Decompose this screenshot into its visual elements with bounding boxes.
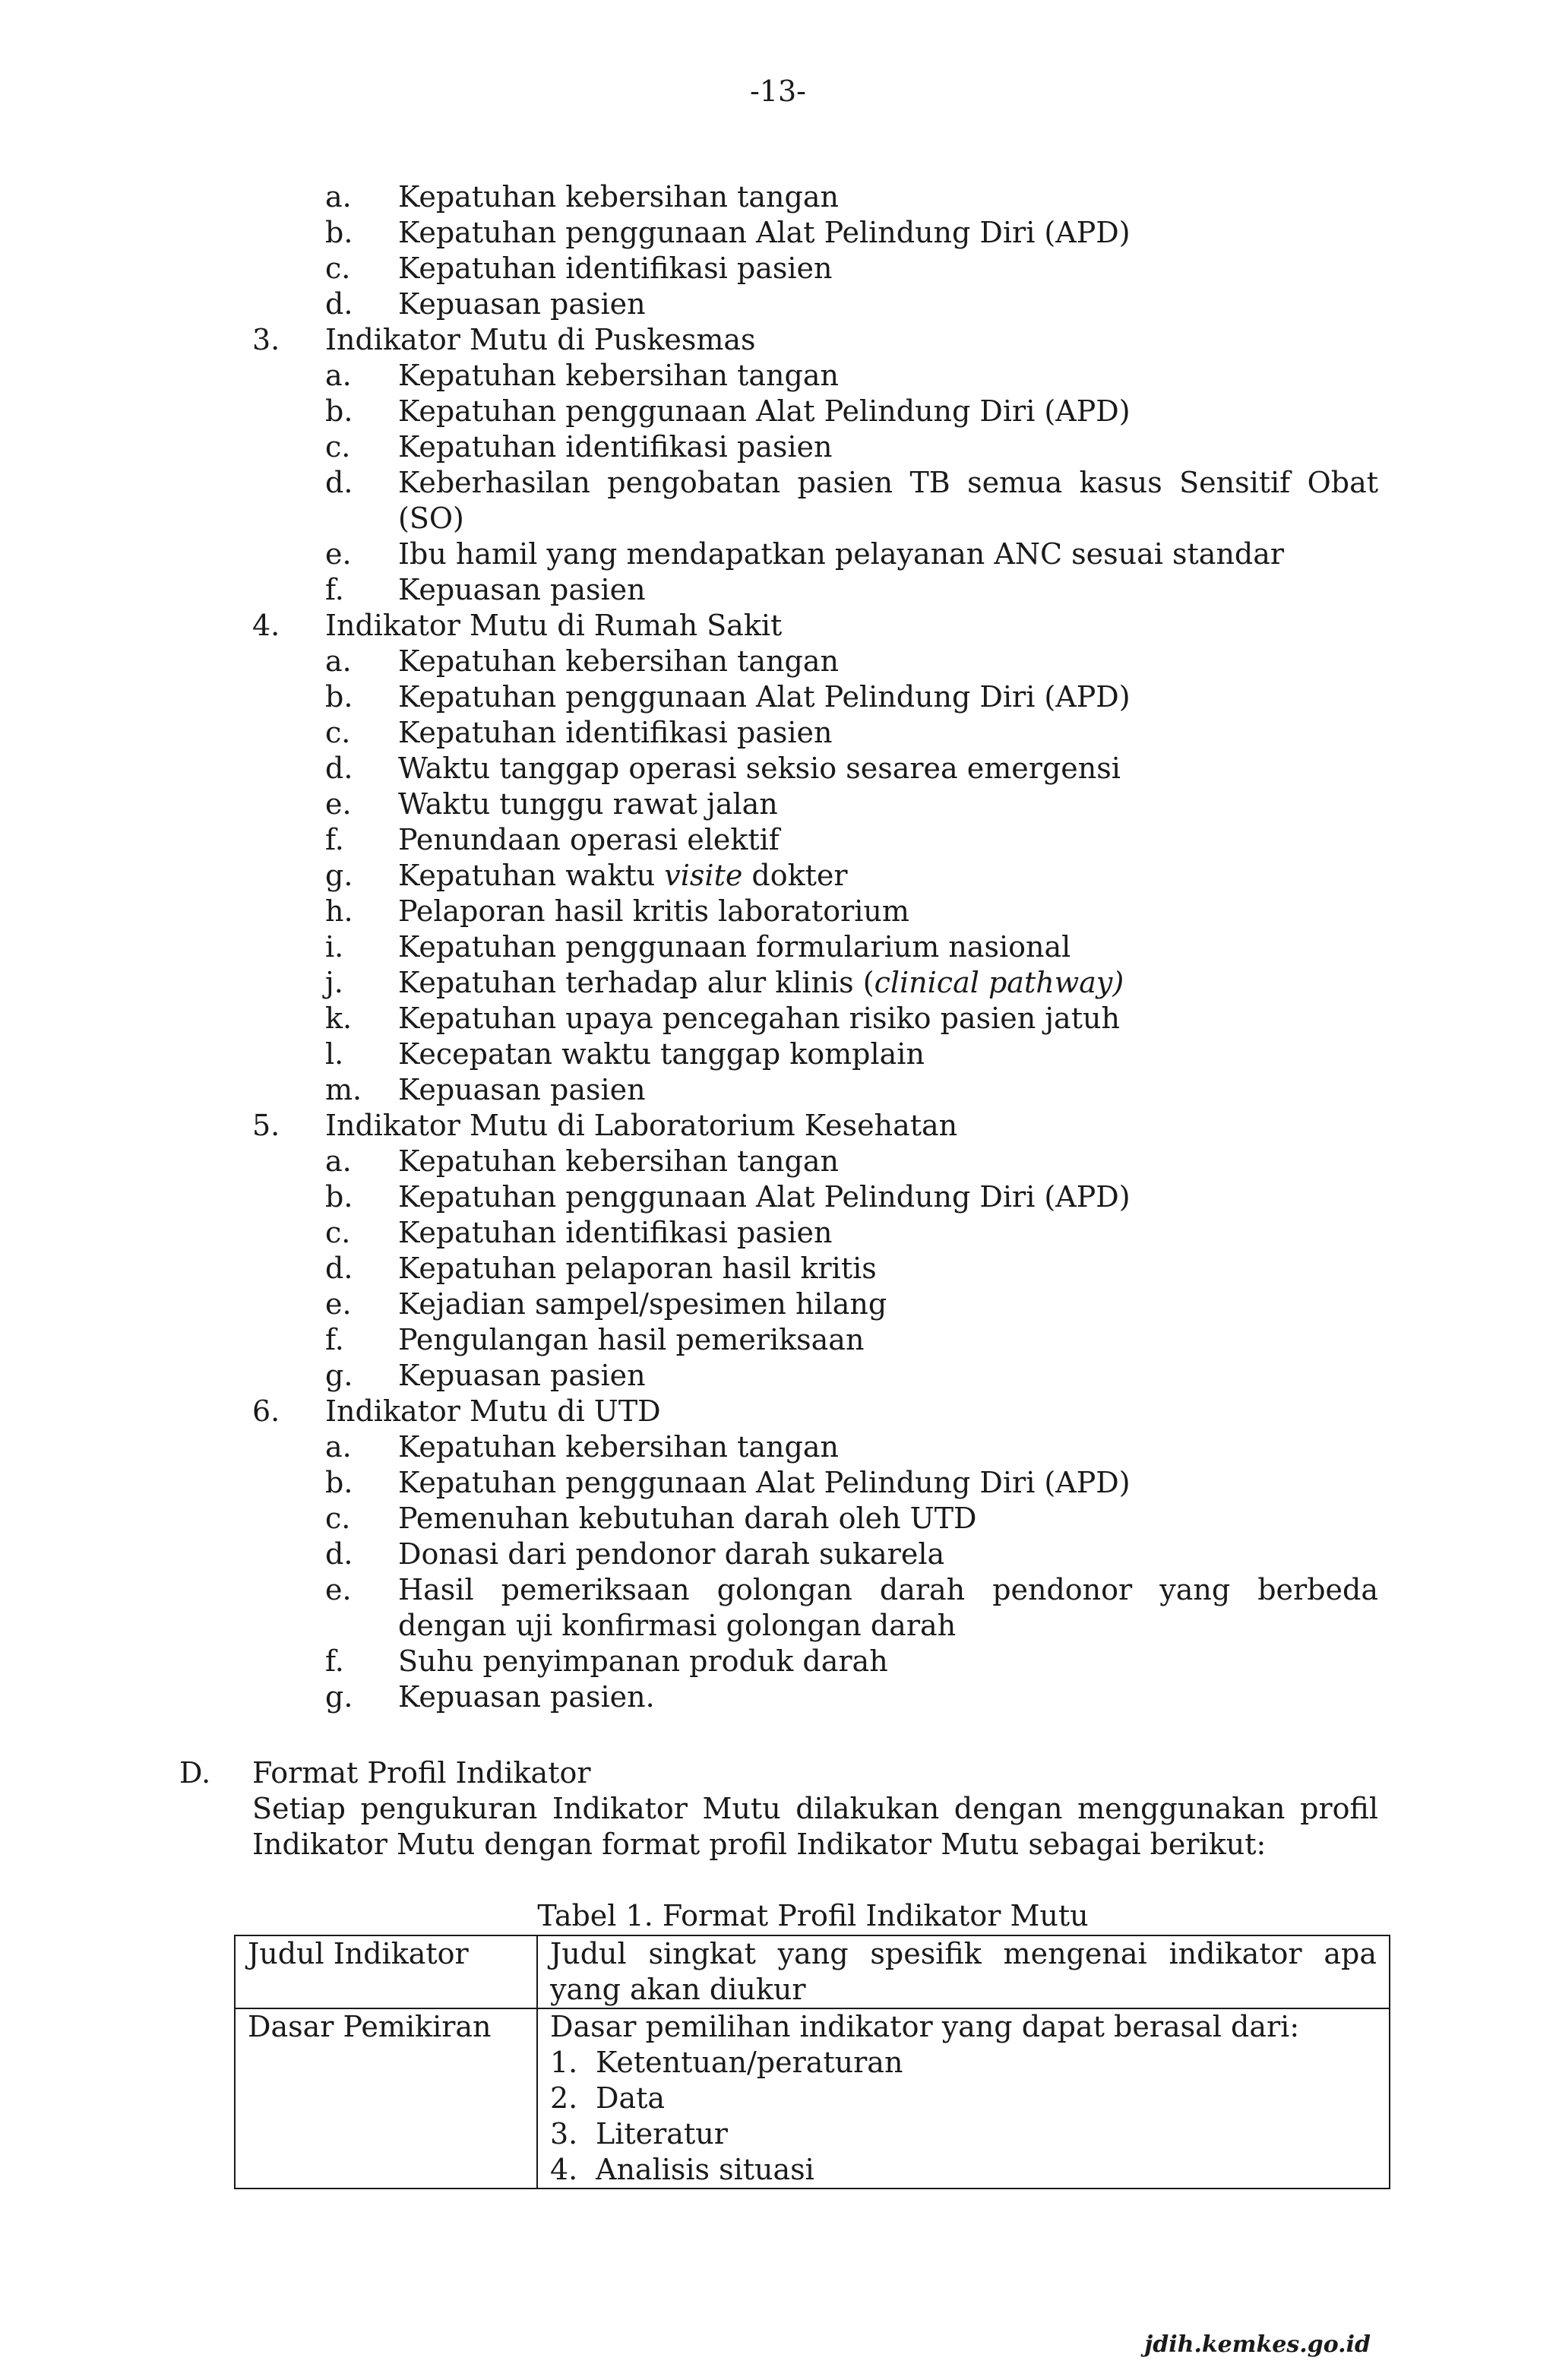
item-number: 4.: [550, 2153, 578, 2186]
item-text: Kepatuhan penggunaan Alat Pelindung Diri (APD): [398, 680, 1131, 714]
item-text: Pelaporan hasil kritis laboratorium: [398, 894, 909, 928]
item-text: Hasil pemeriksaan golongan darah pendonor yang berbeda: [398, 1573, 1378, 1606]
text-segment: Kepatuhan terhadap alur klinis (: [398, 966, 874, 999]
item-label: c.: [325, 716, 351, 749]
item-text: Kecepatan waktu tanggap komplain: [398, 1037, 925, 1071]
numbered-item: [550, 2116, 1377, 2152]
item-number: 2.: [550, 2081, 578, 2115]
item-text: Data: [596, 2081, 666, 2115]
item-text-continued: dengan uji konfirmasi golongan darah: [398, 1609, 957, 1642]
item-label: i.: [325, 930, 344, 964]
item-label: e.: [325, 1573, 352, 1606]
item-text: Kepatuhan penggunaan Alat Pelindung Diri (APD): [398, 216, 1131, 249]
section-number: 6.: [252, 1394, 280, 1428]
item-label: f.: [325, 823, 344, 856]
item-text: Kepatuhan kebersihan tangan: [398, 1144, 839, 1178]
item-label: b.: [325, 216, 353, 249]
row-label-cell: Dasar Pemikiran: [235, 2008, 537, 2189]
item-label: d.: [325, 466, 353, 499]
item-text: Kepatuhan penggunaan Alat Pelindung Diri (APD): [398, 1466, 1131, 1499]
section-title: Indikator Mutu di Puskesmas: [325, 323, 756, 356]
item-label: a.: [325, 1430, 352, 1464]
paragraph-line: Indikator Mutu dengan format profil Indikator Mutu sebagai berikut:: [252, 1828, 1267, 1861]
item-text: Kepatuhan identifikasi pasien: [398, 430, 833, 464]
item-text-continued: (SO): [398, 502, 464, 535]
item-label: f.: [325, 573, 344, 606]
item-text: Kepatuhan identifikasi pasien: [398, 1216, 833, 1249]
section-title: Indikator Mutu di UTD: [325, 1394, 661, 1428]
item-number: 1.: [550, 2046, 578, 2079]
item-text: Kepatuhan kebersihan tangan: [398, 1430, 839, 1464]
item-text: Kepuasan pasien: [398, 1359, 646, 1392]
item-text: [398, 965, 1124, 1001]
table-caption: Tabel 1. Format Profil Indikator Mutu: [537, 1899, 1089, 1932]
item-text: Kepatuhan penggunaan formularium nasional: [398, 930, 1071, 964]
item-label: h.: [325, 894, 353, 928]
item-text: Penundaan operasi elektif: [398, 823, 780, 856]
section-number: 4.: [252, 609, 280, 642]
text-segment: dokter: [742, 859, 848, 892]
item-label: g.: [325, 1680, 353, 1714]
item-label: b.: [325, 1466, 353, 1499]
item-text: Analisis situasi: [596, 2153, 814, 2186]
section-title: Format Profil Indikator: [252, 1756, 591, 1790]
item-text: Pengulangan hasil pemeriksaan: [398, 1323, 865, 1356]
item-label: e.: [325, 1287, 352, 1321]
item-label: k.: [325, 1002, 353, 1035]
item-text: Kepatuhan penggunaan Alat Pelindung Diri (APD): [398, 394, 1131, 428]
numbered-item: [550, 2045, 1377, 2081]
item-text: Ketentuan/peraturan: [596, 2046, 903, 2079]
item-text: Donasi dari pendonor darah sukarela: [398, 1537, 945, 1571]
item-text: Kepatuhan identifikasi pasien: [398, 252, 833, 285]
item-text: Pemenuhan kebutuhan darah oleh UTD: [398, 1502, 977, 1535]
item-text: Keberhasilan pengobatan pasien TB semua kasus Sensitif Obat: [398, 466, 1378, 499]
item-label: f.: [325, 1644, 344, 1678]
cell-intro: Dasar pemilihan indikator yang dapat berasal dari:: [550, 2010, 1300, 2043]
item-text: Waktu tunggu rawat jalan: [398, 787, 778, 821]
item-text: Kepatuhan kebersihan tangan: [398, 644, 839, 678]
section-letter: D.: [179, 1756, 211, 1790]
item-label: d.: [325, 287, 353, 321]
item-label: b.: [325, 1180, 353, 1214]
item-label: e.: [325, 787, 352, 821]
footer-source: jdih.kemkes.go.id: [1144, 2331, 1371, 2358]
item-label: c.: [325, 1502, 351, 1535]
numbered-item: [550, 2152, 1377, 2188]
item-text: Kepuasan pasien: [398, 573, 646, 606]
item-text: Suhu penyimpanan produk darah: [398, 1644, 888, 1678]
section-title: Indikator Mutu di Laboratorium Kesehatan: [325, 1109, 958, 1142]
item-text: Kepatuhan pelaporan hasil kritis: [398, 1252, 877, 1285]
item-text: Kejadian sampel/spesimen hilang: [398, 1287, 887, 1321]
item-number: 3.: [550, 2117, 578, 2151]
item-label: a.: [325, 644, 352, 678]
item-text: Kepatuhan identifikasi pasien: [398, 716, 833, 749]
item-label: g.: [325, 1359, 353, 1392]
item-label: l.: [325, 1037, 344, 1071]
item-label: d.: [325, 1537, 353, 1571]
item-label: d.: [325, 752, 353, 785]
item-label: c.: [325, 1216, 351, 1249]
section-number: 3.: [252, 323, 280, 356]
item-text: Kepatuhan kebersihan tangan: [398, 359, 839, 392]
table-row: [235, 2008, 1390, 2189]
item-label: a.: [325, 359, 352, 392]
item-label: b.: [325, 394, 353, 428]
profile-table: [234, 1935, 1390, 2189]
item-label: c.: [325, 430, 351, 464]
item-text: Kepuasan pasien: [398, 1073, 646, 1106]
item-label: g.: [325, 859, 353, 892]
item-label: a.: [325, 1144, 352, 1178]
item-label: e.: [325, 537, 352, 571]
paragraph-line: Setiap pengukuran Indikator Mutu dilakukan dengan menggunakan profil: [252, 1792, 1378, 1825]
item-label: m.: [325, 1073, 362, 1106]
text-segment: Kepatuhan waktu: [398, 859, 665, 892]
item-text: [398, 858, 848, 894]
item-text: Kepuasan pasien: [398, 287, 646, 321]
item-label: j.: [325, 966, 343, 999]
item-label: a.: [325, 180, 352, 214]
item-text: Waktu tanggap operasi seksio sesarea emergensi: [398, 752, 1121, 785]
row-label-cell: Judul Indikator: [235, 1935, 537, 2008]
item-label: d.: [325, 1252, 353, 1285]
item-text: Kepatuhan penggunaan Alat Pelindung Diri (APD): [398, 1180, 1131, 1214]
item-label: b.: [325, 680, 353, 714]
item-text: Kepatuhan upaya pencegahan risiko pasien jatuh: [398, 1002, 1120, 1035]
section-number: 5.: [252, 1109, 280, 1142]
section-title: Indikator Mutu di Rumah Sakit: [325, 609, 783, 642]
item-text: Literatur: [596, 2117, 728, 2151]
item-text: Kepatuhan kebersihan tangan: [398, 180, 839, 214]
row-content-cell: [537, 2008, 1390, 2189]
item-text: Kepuasan pasien.: [398, 1680, 655, 1714]
table-row: [235, 1935, 1390, 2008]
italic-term: clinical pathway): [874, 966, 1124, 999]
page-number: -13-: [749, 74, 807, 108]
row-content-cell: Judul singkat yang spesifik mengenai indikator apa yang akan diukur: [537, 1935, 1390, 2008]
item-text: Ibu hamil yang mendapatkan pelayanan ANC sesuai standar: [398, 537, 1285, 571]
item-label: f.: [325, 1323, 344, 1356]
item-label: c.: [325, 252, 351, 285]
italic-term: visite: [664, 859, 743, 892]
numbered-item: [550, 2081, 1377, 2116]
